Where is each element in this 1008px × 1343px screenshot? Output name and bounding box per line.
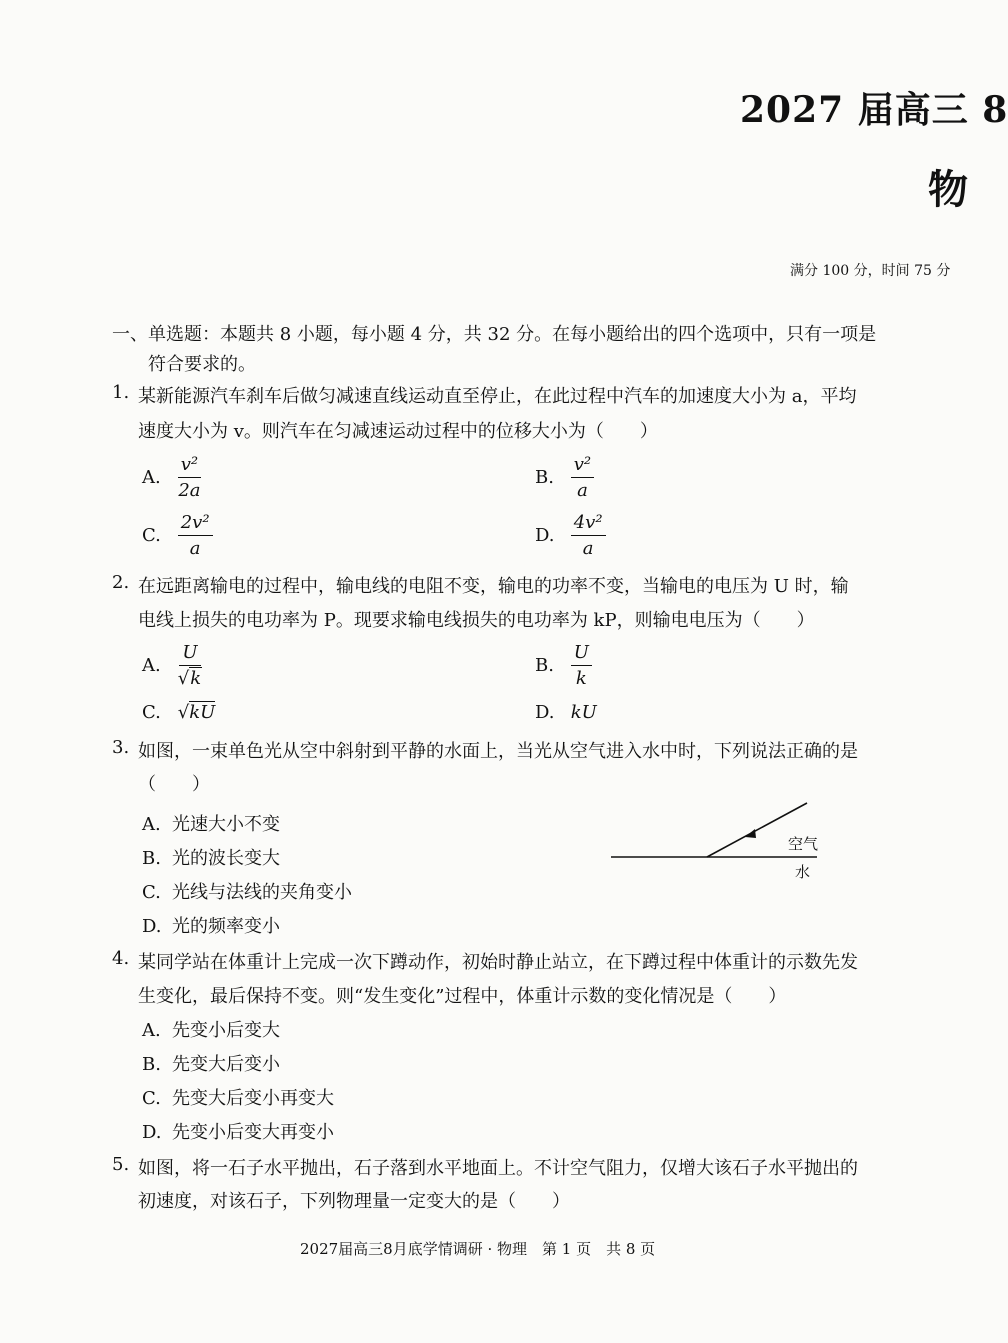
denominator: √k [177,668,202,689]
option-label: C. [142,882,161,903]
q2-option-c[interactable] [142,702,215,723]
ray-arrow [745,829,756,838]
numerator: v² [178,454,201,478]
option-label: A. [142,814,161,835]
radicand: k [190,668,202,689]
option-label: D. [535,702,555,723]
q4-option-d[interactable] [142,1118,334,1144]
question-1-text-cont: 速度大小为 v。则汽车在匀减速运动过程中的位移大小为（ ） [138,421,658,442]
question-4-number: 4. [112,948,130,969]
option-text: 光的波长变大 [172,848,280,869]
denominator: a [582,538,594,559]
question-1-number: 1. [112,382,130,403]
fraction [571,512,606,559]
question-4-text-cont: 生变化，最后保持不变。则“发生变化”过程中，体重计示数的变化情况是（ ） [138,986,787,1007]
q3-option-c[interactable] [142,878,352,904]
sqrt-expression: √kU [177,702,216,723]
option-label: C. [142,524,161,546]
fraction [571,642,592,689]
q3-option-a[interactable] [142,810,280,836]
question-3-text-cont: （ ） [138,774,210,795]
q4-option-b[interactable] [142,1050,280,1076]
question-2-text: 在远距离输电的过程中，输电线的电阻不变，输电的功率不变，当输电的电压为 U 时，输 [138,576,849,597]
option-label: A. [142,654,161,676]
question-4-text: 某同学站在体重计上完成一次下蹲动作，初始时静止站立，在下蹲过程中体重计的示数先发 [138,952,858,973]
numerator: 2v² [178,512,213,536]
q2-option-b[interactable] [535,642,592,689]
q2-option-d[interactable] [535,702,597,723]
q2-option-a[interactable] [142,642,202,689]
option-text: 先变小后变大 [172,1020,280,1041]
denominator: 2a [178,480,201,501]
option-label: C. [142,1088,161,1109]
question-3-number: 3. [112,737,130,758]
fraction [178,512,213,559]
question-2-text-cont: 电线上损失的电功率为 P。现要求输电线损失的电功率为 kP，则输电电压为（ ） [138,610,815,631]
exam-title: 2027 届高三 8 [740,89,1008,131]
option-label: D. [142,916,162,937]
option-label: B. [142,848,161,869]
option-text: 先变大后变小 [172,1054,280,1075]
denominator: k [575,668,587,689]
q3-option-d[interactable] [142,912,280,938]
section-heading: 一、单选题：本题共 8 小题，每小题 4 分，共 32 分。在每小题给出的四个选项中，只有一项是 [112,324,877,345]
q4-option-c[interactable] [142,1084,334,1110]
numerator: 4v² [571,512,606,536]
air-label: 空气 [788,835,819,853]
option-text: 光速大小不变 [172,814,280,835]
sqrt-expression-text: kU [189,702,216,723]
option-label: D. [535,524,555,546]
fraction [178,454,201,501]
option-text: kU [570,702,597,723]
option-label: B. [535,654,554,676]
page-footer: 2027届高三8月底学情调研 · 物理 第 1 页 共 8 页 [300,1240,656,1258]
option-text: 光的频率变小 [172,916,280,937]
question-5-number: 5. [112,1154,130,1175]
question-5-text: 如图，将一石子水平抛出，石子落到水平地面上。不计空气阻力，仅增大该石子水平抛出的 [138,1158,858,1179]
numerator: U [571,642,592,666]
q1-option-b[interactable] [535,454,594,501]
section-heading-cont: 符合要求的。 [148,354,256,375]
question-2-number: 2. [112,572,130,593]
question-3-text: 如图，一束单色光从空中斜射到平静的水面上，当光从空气进入水中时，下列说法正确的是 [138,741,858,762]
question-1-text: 某新能源汽车刹车后做匀减速直线运动直至停止，在此过程中汽车的加速度大小为 a，平均 [138,386,857,407]
denominator: a [189,538,201,559]
light-refraction-figure [605,795,835,890]
denominator: a [577,480,588,501]
question-5-text-cont: 初速度，对该石子，下列物理量一定变大的是（ ） [138,1191,570,1212]
exam-meta: 满分 100 分，时间 75 分 [790,263,951,279]
option-text: 先变小后变大再变小 [172,1122,334,1143]
water-label: 水 [795,863,811,881]
q4-option-a[interactable] [142,1016,280,1042]
subject-title: 物 [928,166,968,213]
option-label: A. [142,466,161,488]
option-label: B. [142,1054,161,1075]
option-label: A. [142,1020,161,1041]
option-label: B. [535,466,554,488]
fraction [571,454,594,501]
numerator: U [179,642,200,666]
option-text: 先变大后变小再变大 [172,1088,334,1109]
q3-option-b[interactable] [142,844,280,870]
option-text: 光线与法线的夹角变小 [172,882,352,903]
numerator: v² [571,454,594,478]
fraction [178,642,202,689]
q1-option-a[interactable] [142,454,201,501]
option-label: D. [142,1122,162,1143]
q1-option-c[interactable] [142,512,213,559]
q1-option-d[interactable] [535,512,606,559]
option-label: C. [142,702,161,723]
